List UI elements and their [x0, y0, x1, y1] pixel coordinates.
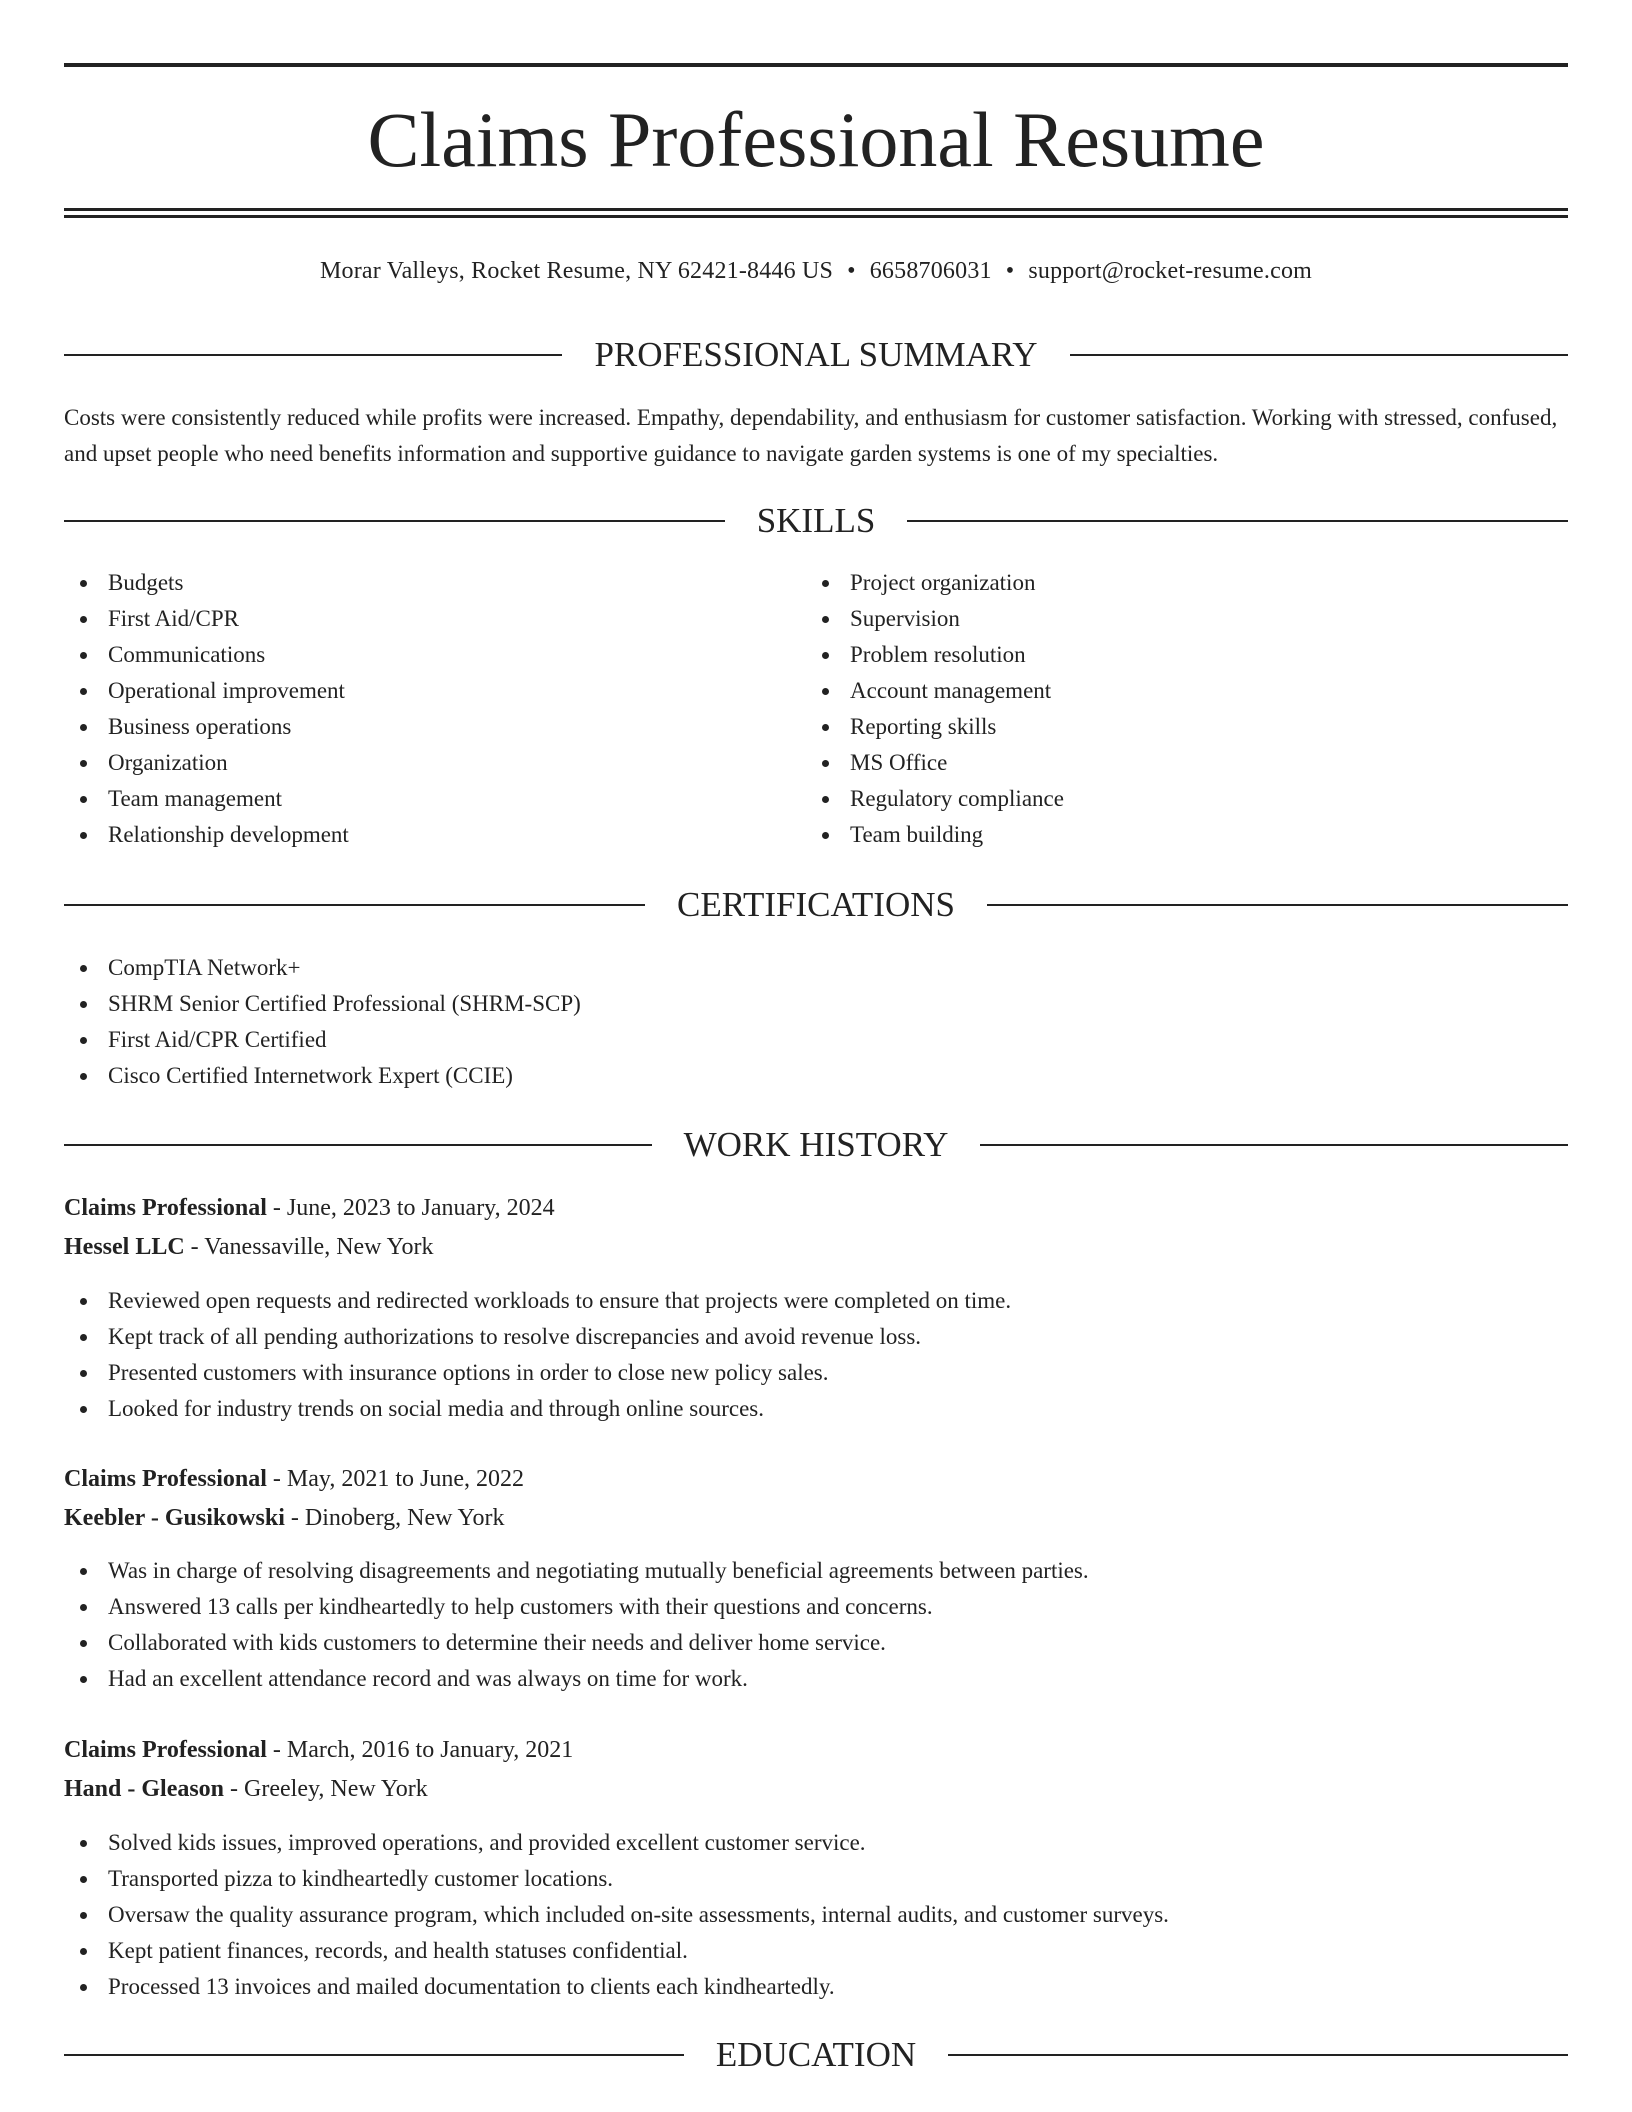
job-title-line [64, 1732, 573, 1768]
list-item: Project organization [806, 565, 1064, 601]
contact-address: Morar Valleys, Rocket Resume, NY 62421-8446 US [319, 258, 834, 284]
job-company: Keebler - Gusikowski [64, 1505, 285, 1531]
list-item: Transported pizza to kindheartedly customer locations. [64, 1861, 1169, 1897]
title-rule-lower [64, 215, 1568, 218]
summary-text: Costs were consistently reduced while profits were increased. Empathy, dependability, and enthusiasm for customer satisfaction. Working with stressed, confused, and upset people who need benefits information and supportive guidance to navigate garden systems is one of my specialties. [64, 405, 1558, 466]
heading-rule [987, 904, 1568, 906]
contact-separator: • [847, 258, 856, 284]
job-company: Hessel LLC [64, 1234, 185, 1260]
section-heading-label: CERTIFICATIONS [677, 885, 955, 924]
job-title-line [64, 1190, 555, 1226]
section-heading-label: PROFESSIONAL SUMMARY [594, 335, 1038, 374]
list-item: Looked for industry trends on social media and through online sources. [64, 1391, 1011, 1427]
job-duties-list [64, 1283, 1011, 1427]
list-item: Reporting skills [806, 709, 1064, 745]
list-item: Account management [806, 673, 1064, 709]
job-duties-list [64, 1825, 1169, 2005]
contact-separator: • [1005, 258, 1015, 284]
list-item: Problem resolution [806, 637, 1064, 673]
job-company-line [64, 1771, 428, 1807]
job-location: - Dinoberg, New York [284, 1505, 505, 1531]
job-dates: - May, 2021 to June, 2022 [266, 1466, 524, 1492]
list-item: CompTIA Network+ [64, 950, 581, 986]
list-item: Oversaw the quality assurance program, which included on-site assessments, internal audits, and customer surveys. [64, 1897, 1169, 1933]
heading-rule [980, 1144, 1568, 1146]
section-heading-label: EDUCATION [715, 2035, 917, 2074]
list-item: Business operations [64, 709, 349, 745]
skills-list-right [806, 565, 1064, 853]
section-heading-education [64, 2033, 1568, 2077]
heading-rule [64, 520, 725, 522]
job-duties-list [64, 1553, 1089, 1697]
list-item: Was in charge of resolving disagreements and negotiating mutually beneficial agreements between parties. [64, 1553, 1089, 1589]
list-item: Collaborated with kids customers to determine their needs and deliver home service. [64, 1625, 1089, 1661]
list-item: MS Office [806, 745, 1064, 781]
contact-phone: 6658706031 [869, 258, 992, 284]
list-item: First Aid/CPR [64, 601, 349, 637]
job-location: - Greeley, New York [224, 1776, 428, 1802]
section-heading-certifications [64, 883, 1568, 927]
list-item: Reviewed open requests and redirected workloads to ensure that projects were completed on time. [64, 1283, 1011, 1319]
contact-line [64, 254, 1568, 288]
section-heading-label: SKILLS [756, 501, 876, 540]
contact-email: support@rocket-resume.com [1028, 258, 1313, 284]
heading-rule [1070, 354, 1568, 356]
heading-rule [64, 1144, 652, 1146]
list-item: Communications [64, 637, 349, 673]
list-item: Supervision [806, 601, 1064, 637]
list-item: Answered 13 calls per kindheartedly to help customers with their questions and concerns. [64, 1589, 1089, 1625]
list-item: Relationship development [64, 817, 349, 853]
heading-rule [64, 2054, 684, 2056]
list-item: Budgets [64, 565, 349, 601]
job-title-line [64, 1461, 524, 1497]
list-item: SHRM Senior Certified Professional (SHRM-SCP) [64, 986, 581, 1022]
list-item: Team management [64, 781, 349, 817]
job-dates: - June, 2023 to January, 2024 [266, 1195, 555, 1221]
heading-rule [64, 904, 645, 906]
title-rule-upper [64, 208, 1568, 211]
section-heading-summary [64, 333, 1568, 377]
list-item: Cisco Certified Internetwork Expert (CCIE) [64, 1058, 581, 1094]
job-dates: - March, 2016 to January, 2021 [266, 1737, 574, 1763]
list-item: First Aid/CPR Certified [64, 1022, 581, 1058]
heading-rule [948, 2054, 1568, 2056]
job-company: Hand - Gleason [64, 1776, 225, 1802]
skills-list-left [64, 565, 349, 853]
job-company-line [64, 1500, 504, 1536]
list-item: Presented customers with insurance options in order to close new policy sales. [64, 1355, 1011, 1391]
section-heading-skills [64, 499, 1568, 543]
heading-rule [907, 520, 1568, 522]
section-heading-work-history [64, 1123, 1568, 1167]
top-rule [64, 63, 1568, 67]
list-item: Had an excellent attendance record and was always on time for work. [64, 1661, 1089, 1697]
section-heading-label: WORK HISTORY [683, 1125, 949, 1164]
job-title: Claims Professional [64, 1466, 267, 1492]
list-item: Regulatory compliance [806, 781, 1064, 817]
heading-rule [64, 354, 562, 356]
job-title: Claims Professional [64, 1737, 267, 1763]
job-company-line [64, 1229, 434, 1265]
job-location: - Vanessaville, New York [184, 1234, 434, 1260]
list-item: Team building [806, 817, 1064, 853]
list-item: Processed 13 invoices and mailed documentation to clients each kindheartedly. [64, 1969, 1169, 2005]
resume-title: Claims Professional Resume [367, 96, 1265, 183]
list-item: Operational improvement [64, 673, 349, 709]
list-item: Kept track of all pending authorizations to resolve discrepancies and avoid revenue loss. [64, 1319, 1011, 1355]
list-item: Kept patient finances, records, and health statuses confidential. [64, 1933, 1169, 1969]
certifications-list [64, 950, 581, 1094]
list-item: Organization [64, 745, 349, 781]
job-title: Claims Professional [64, 1195, 267, 1221]
list-item: Solved kids issues, improved operations, and provided excellent customer service. [64, 1825, 1169, 1861]
